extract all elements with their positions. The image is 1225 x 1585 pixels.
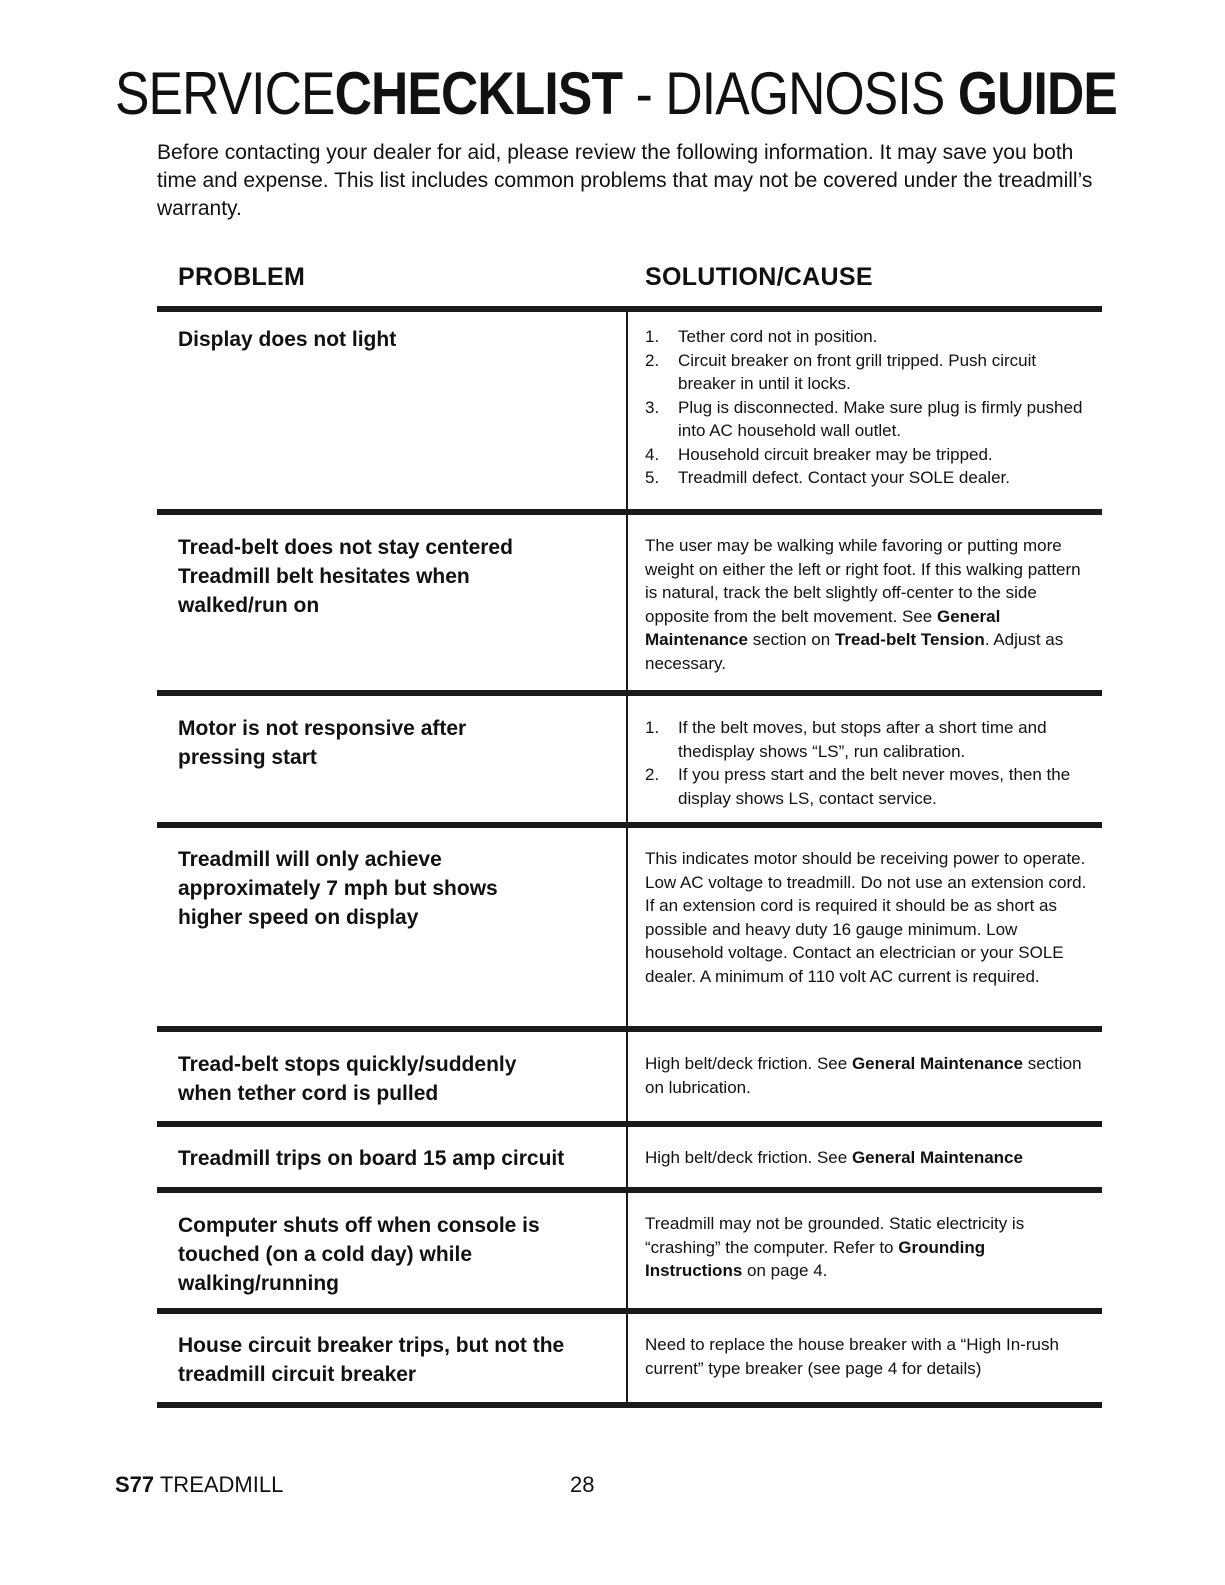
row-divider — [157, 690, 1102, 696]
item-text: Plug is disconnected. Make sure plug is firmly pushed into AC household wall outlet. — [678, 397, 1083, 440]
reference-general-maintenance: General Maintenance — [645, 606, 1001, 649]
solution-text-part: section on — [747, 630, 835, 649]
item-number: 1. — [645, 327, 660, 346]
intro-paragraph: Before contacting your dealer for aid, please review the following information. It may save you both time and expense. This list includes common problems that may not be covered under the treadmill’s warranty. — [157, 141, 1093, 220]
row-divider — [157, 1026, 1102, 1032]
solution-text-part: High belt/deck friction. See — [645, 1148, 852, 1167]
problem-text: Tread-belt stops quickly/suddenly when tether cord is pulled — [178, 1053, 517, 1105]
row-divider — [157, 1308, 1102, 1314]
list-item — [645, 349, 1095, 396]
title-diagnosis: - DIAGNOSIS — [622, 60, 945, 127]
page-number: 28 — [570, 1472, 595, 1497]
model-name: TREADMILL — [154, 1472, 284, 1497]
list-item — [645, 763, 1095, 810]
solution-text — [645, 1146, 1095, 1170]
solution-text-part: section on lubrication. — [645, 1054, 1082, 1097]
problem-column-header: PROBLEM — [178, 263, 306, 291]
solution-text-part: on page 4. — [742, 1261, 828, 1280]
row-divider — [157, 509, 1102, 515]
solution-text-part: The user may be walking while favoring or putting more weight on either the left or right foot. If this walking pattern is natural, track the belt slightly off-center to the side opposite from the belt movement. See — [645, 536, 1081, 626]
solution-text: This indicates motor should be receiving power to operate. Low AC voltage to treadmill. Do not use an extension cord. If an extension cord is required it should be as short as possible and heavy duty 16 gauge minimum. Low household voltage. Contact an electrician or your SOLE dealer. A minimum of 110 volt AC current is required. — [645, 849, 1087, 986]
item-number: 3. — [645, 397, 660, 417]
item-number: 2. — [645, 350, 660, 370]
problem-text: Tread-belt does not stay centered Treadmill belt hesitates when walked/run on — [178, 536, 513, 617]
list-item — [645, 443, 1095, 467]
row-divider — [157, 306, 1102, 312]
title-guide: GUIDE — [957, 60, 1117, 127]
reference-general-maintenance: General Maintenance — [851, 1148, 1023, 1167]
problem-text: Motor is not responsive after pressing start — [178, 717, 467, 769]
problem-text: House circuit breaker trips, but not the treadmill circuit breaker — [178, 1334, 565, 1386]
model-number: S77 — [115, 1472, 155, 1497]
solution-list — [645, 716, 1095, 810]
problem-text: Display does not light — [178, 328, 397, 351]
solution-text-part: . Adjust as necessary. — [645, 630, 1064, 673]
solution-text-part: Treadmill may not be grounded. Static electricity is “crashing” the computer. Refer to — [645, 1214, 1025, 1257]
item-number: 5. — [645, 468, 660, 487]
item-text: Treadmill defect. Contact your SOLE dealer. — [678, 468, 1010, 487]
solution-text — [645, 1212, 1075, 1283]
item-text: If the belt moves, but stops after a short time and thedisplay shows “LS”, run calibration. — [678, 718, 1047, 761]
solution-text — [645, 534, 1095, 675]
item-number: 1. — [645, 718, 660, 737]
footer-model — [115, 1472, 283, 1498]
item-text: Household circuit breaker may be tripped. — [678, 444, 993, 464]
item-text: Tether cord not in position. — [678, 327, 878, 346]
row-divider — [157, 822, 1102, 828]
list-item — [645, 466, 1095, 490]
title-service: SERVICE — [115, 60, 335, 127]
list-item — [645, 396, 1095, 443]
reference-grounding-instructions: Grounding Instructions — [645, 1237, 986, 1280]
title-checklist: CHECKLIST — [334, 60, 623, 127]
item-text: If you press start and the belt never moves, then the display shows LS, contact service. — [678, 765, 1071, 808]
item-text: Circuit breaker on front grill tripped. Push circuit breaker in until it locks. — [678, 350, 1037, 393]
list-item — [645, 716, 1095, 763]
solution-column-header: SOLUTION/CAUSE — [645, 263, 873, 291]
row-divider — [157, 1187, 1102, 1193]
row-divider — [157, 1402, 1102, 1408]
solution-list — [645, 325, 1095, 490]
reference-tread-belt-tension: Tread-belt Tension — [834, 630, 985, 649]
reference-general-maintenance: General Maintenance — [851, 1054, 1023, 1073]
page-title — [115, 60, 1117, 127]
row-divider — [157, 1121, 1102, 1127]
problem-text: Computer shuts off when console is touched (on a cold day) while walking/running — [178, 1214, 540, 1295]
solution-text: Need to replace the house breaker with a “High In-rush current” type breaker (see page 4 for details) — [645, 1335, 1059, 1378]
problem-text: Treadmill trips on board 15 amp circuit — [178, 1147, 565, 1170]
item-number: 4. — [645, 444, 660, 464]
list-item — [645, 325, 1095, 349]
problem-text: Treadmill will only achieve approximately 7 mph but shows higher speed on display — [178, 848, 498, 929]
solution-text-part: High belt/deck friction. See — [645, 1054, 852, 1073]
item-number: 2. — [645, 765, 660, 784]
solution-text — [645, 1052, 1095, 1099]
column-divider — [626, 306, 628, 1408]
